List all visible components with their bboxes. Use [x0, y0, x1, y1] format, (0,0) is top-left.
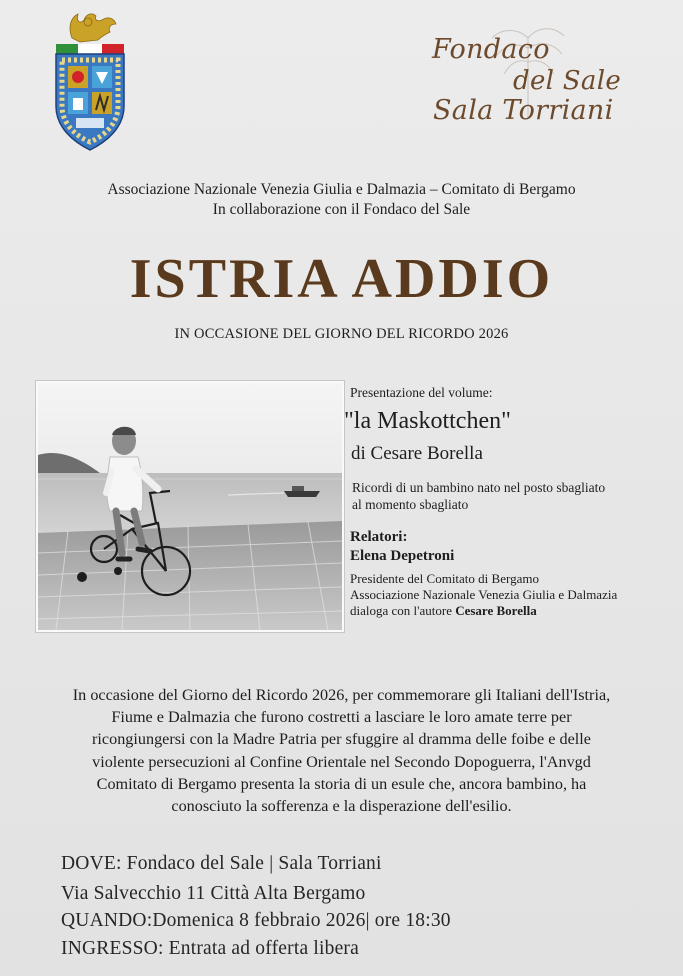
description-line: conosciuto la sofferenza e la disperazione dell'esilio. [171, 797, 512, 816]
venue-logo [428, 18, 643, 133]
speaker-name: Elena Depetroni [350, 548, 455, 564]
description-line: ricongiungersi con la Madre Patria per sfuggire al dramma delle foibe e delle [92, 730, 591, 749]
speaker-role-line1: Presidente del Comitato di Bergamo [350, 571, 539, 586]
event-location: DOVE: Fondaco del Sale | Sala Torriani [61, 853, 382, 874]
collaboration-line: In collaborazione con il Fondaco del Sale [212, 201, 471, 218]
event-description [24, 684, 659, 817]
description-line: Fiume e Dalmazia che furono costretti a lasciare le loro amate terre per [111, 708, 572, 727]
book-tagline-line2: al momento sbagliato [352, 497, 469, 512]
logo-text-line2: del Sale [513, 66, 622, 96]
association-line: Associazione Nazionale Venezia Giulia e Dalmazia – Comitato di Bergamo [107, 181, 576, 198]
venetian-lion-crest-icon [50, 10, 130, 152]
child-on-bicycle-photo [36, 381, 344, 632]
page-title: ISTRIA ADDIO [129, 248, 554, 310]
book-author: di Cesare Borella [351, 443, 483, 464]
speaker-role-author: Cesare Borella [455, 603, 537, 618]
logo-text-line1: Fondaco [432, 34, 550, 65]
logo-text-line3: Sala Torriani [433, 95, 614, 126]
speakers-label: Relatori: [350, 529, 408, 545]
description-line: In occasione del Giorno del Ricordo 2026, per commemorare gli Italiani dell'Istria, [72, 686, 611, 704]
speaker-role-line2: Associazione Nazionale Venezia Giulia e Dalmazia [350, 587, 618, 602]
event-address: Via Salvecchio 11 Città Alta Bergamo [61, 883, 366, 904]
book-title: "la Maskottchen" [344, 408, 511, 434]
presentation-label: Presentazione del volume: [350, 385, 493, 400]
occasion-subtitle: IN OCCASIONE DEL GIORNO DEL RICORDO 2026 [174, 326, 509, 342]
event-date [61, 910, 451, 932]
event-date-value: Domenica 8 febbraio 2026| ore 18:30 [152, 910, 451, 931]
event-date-label: QUANDO: [61, 910, 153, 931]
book-tagline-line1: Ricordi di un bambino nato nel posto sbagliato [352, 480, 606, 495]
description-line: violente persecuzioni al Confine Orientale nel Secondo Dopoguerra, l'Anvgd [92, 752, 591, 771]
speaker-role-line3 [350, 603, 537, 619]
event-entry: INGRESSO: Entrata ad offerta libera [61, 938, 359, 959]
description-line: Comitato di Bergamo presenta la storia di un esule che, ancora bambino, ha [96, 774, 587, 793]
speaker-role-prefix: dialoga con l'autore [350, 603, 452, 618]
